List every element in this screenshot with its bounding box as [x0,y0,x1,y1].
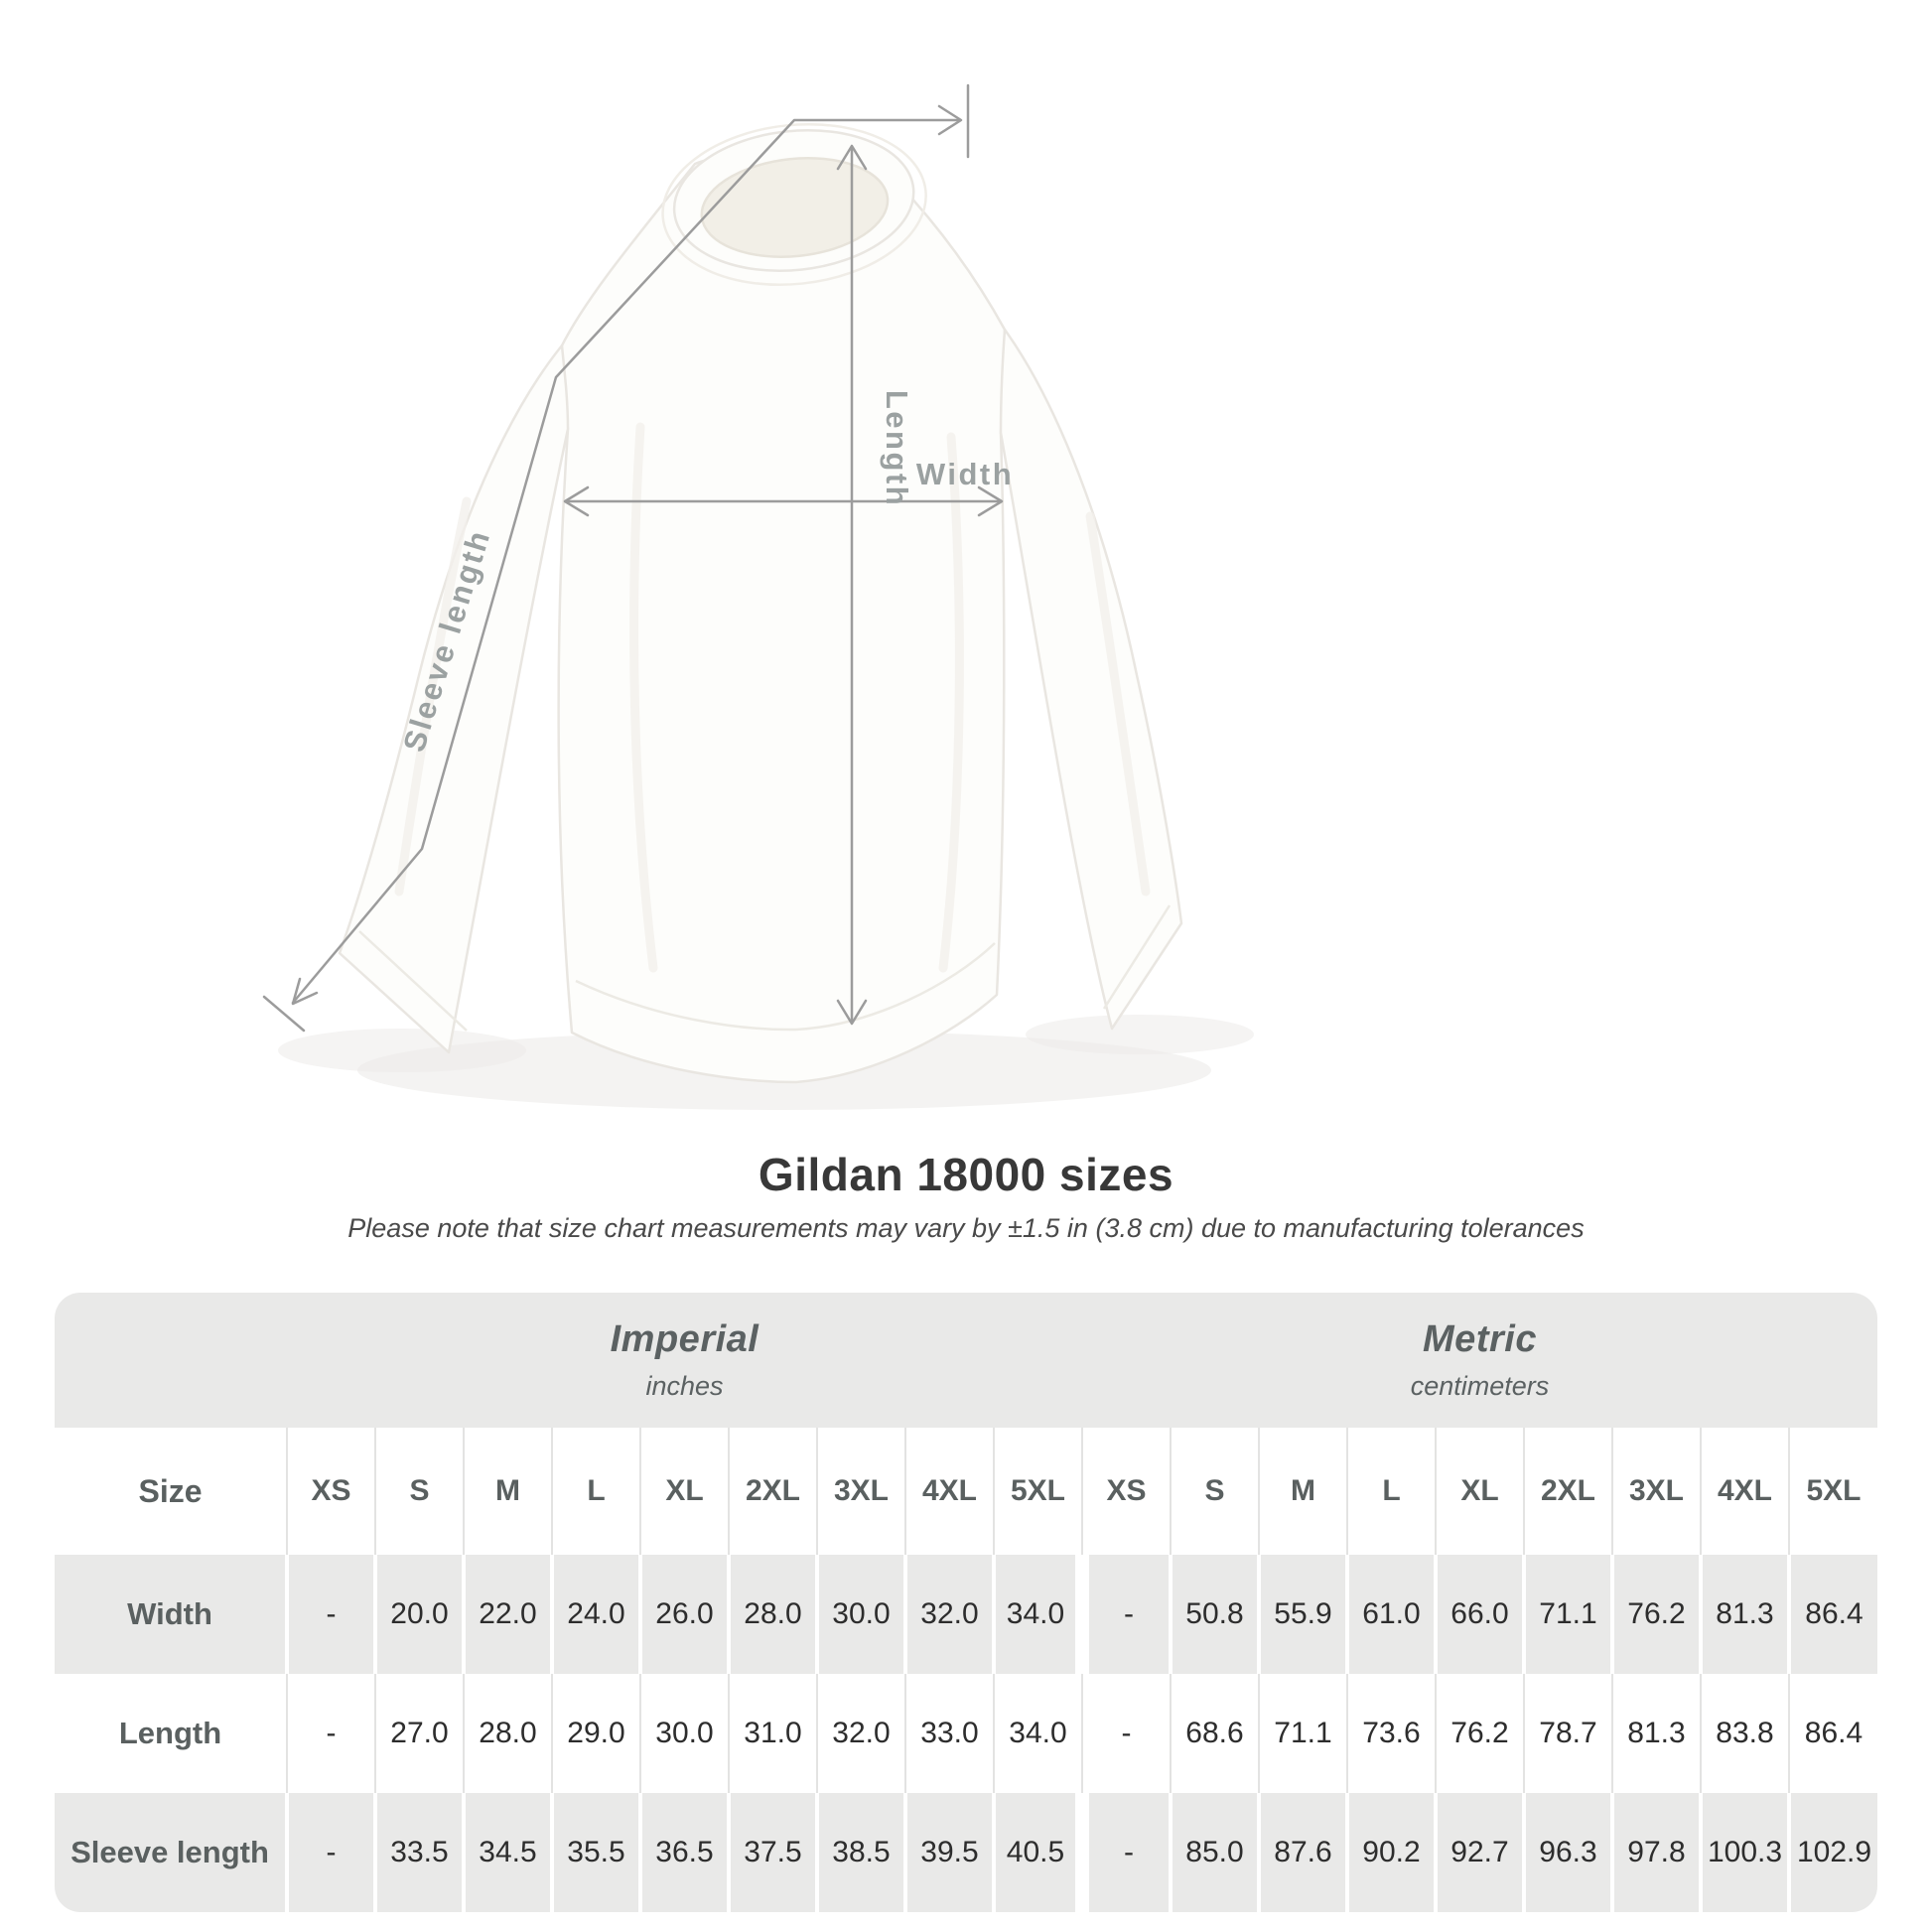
cell: 86.4 [1789,1555,1877,1674]
cell: 55.9 [1259,1555,1347,1674]
row-label-sleeve-length: Sleeve length [55,1793,287,1912]
size-header-imperial-s: S [375,1428,464,1555]
cell: 81.3 [1701,1555,1789,1674]
size-header-metric-l: L [1347,1428,1436,1555]
cell: 71.1 [1259,1674,1347,1793]
size-header-metric-2xl: 2XL [1524,1428,1612,1555]
table-row-length [55,1674,1877,1793]
cell: 71.1 [1524,1555,1612,1674]
cell: - [287,1674,375,1793]
cell: 38.5 [817,1793,905,1912]
cell: 31.0 [729,1674,817,1793]
cell: - [287,1555,375,1674]
table-row-sleeve-length [55,1793,1877,1912]
sweatshirt-body [559,153,1005,1082]
cell: 76.2 [1612,1555,1701,1674]
cell: - [1082,1674,1171,1793]
size-table [55,1293,1877,1912]
imperial-label: Imperial [610,1318,759,1360]
row-label-length: Length [55,1674,287,1793]
page-title: Gildan 18000 sizes [758,1149,1174,1200]
cell: 78.7 [1524,1674,1612,1793]
cell: 85.0 [1171,1793,1259,1912]
cell: 76.2 [1436,1674,1524,1793]
cell: 86.4 [1789,1674,1877,1793]
cell: 20.0 [375,1555,464,1674]
cell: 30.0 [817,1555,905,1674]
cell: 68.6 [1171,1674,1259,1793]
cell: - [1082,1793,1171,1912]
size-column-header: Size [55,1428,287,1555]
sleeve-length-label: Sleeve length [396,524,497,757]
size-header-imperial-l: L [552,1428,640,1555]
cell: 40.5 [994,1793,1082,1912]
sweatshirt-right-sleeve [1001,330,1181,1029]
cell: 26.0 [640,1555,729,1674]
cell: 90.2 [1347,1793,1436,1912]
cell: 34.0 [994,1674,1082,1793]
metric-header [1082,1293,1877,1428]
cell: 33.0 [905,1674,994,1793]
cell: - [287,1793,375,1912]
cell: 24.0 [552,1555,640,1674]
cell: 96.3 [1524,1793,1612,1912]
cell: 36.5 [640,1793,729,1912]
cell: 29.0 [552,1674,640,1793]
cell: 32.0 [817,1674,905,1793]
unit-band-corner [55,1293,287,1428]
metric-label: Metric [1423,1318,1537,1360]
size-header-metric-4xl: 4XL [1701,1428,1789,1555]
cell: 28.0 [729,1555,817,1674]
size-header-row [55,1428,1877,1555]
table-row-width [55,1555,1877,1674]
cell: 28.0 [464,1674,552,1793]
cell: 50.8 [1171,1555,1259,1674]
cell: 35.5 [552,1793,640,1912]
size-header-imperial-3xl: 3XL [817,1428,905,1555]
size-header-metric-5xl: 5XL [1789,1428,1877,1555]
cell: 66.0 [1436,1555,1524,1674]
size-header-metric-3xl: 3XL [1612,1428,1701,1555]
size-header-metric-xs: XS [1082,1428,1171,1555]
cell: 81.3 [1612,1674,1701,1793]
size-header-imperial-5xl: 5XL [994,1428,1082,1555]
cell: 92.7 [1436,1793,1524,1912]
cell: 83.8 [1701,1674,1789,1793]
size-header-imperial-m: M [464,1428,552,1555]
imperial-header [287,1293,1082,1428]
metric-unit: centimeters [1410,1371,1550,1401]
cell: - [1082,1555,1171,1674]
size-header-metric-s: S [1171,1428,1259,1555]
cell: 30.0 [640,1674,729,1793]
cell: 39.5 [905,1793,994,1912]
tolerance-note: Please note that size chart measurements may vary by ±1.5 in (3.8 cm) due to manufacturing tolerances [347,1213,1585,1243]
cell: 34.5 [464,1793,552,1912]
cell: 22.0 [464,1555,552,1674]
width-label: Width [915,457,1015,491]
cell: 34.0 [994,1555,1082,1674]
cell: 37.5 [729,1793,817,1912]
unit-band-row [55,1293,1877,1428]
cell: 87.6 [1259,1793,1347,1912]
cell: 102.9 [1789,1793,1877,1912]
cell: 73.6 [1347,1674,1436,1793]
imperial-unit: inches [645,1371,724,1401]
length-label: Length [880,389,914,508]
cell: 100.3 [1701,1793,1789,1912]
size-header-imperial-4xl: 4XL [905,1428,994,1555]
size-header-imperial-xl: XL [640,1428,729,1555]
row-label-width: Width [55,1555,287,1674]
size-header-metric-m: M [1259,1428,1347,1555]
cell: 97.8 [1612,1793,1701,1912]
size-header-imperial-2xl: 2XL [729,1428,817,1555]
size-header-imperial-xs: XS [287,1428,375,1555]
size-header-metric-xl: XL [1436,1428,1524,1555]
cell: 61.0 [1347,1555,1436,1674]
cell: 32.0 [905,1555,994,1674]
cell: 33.5 [375,1793,464,1912]
cell: 27.0 [375,1674,464,1793]
